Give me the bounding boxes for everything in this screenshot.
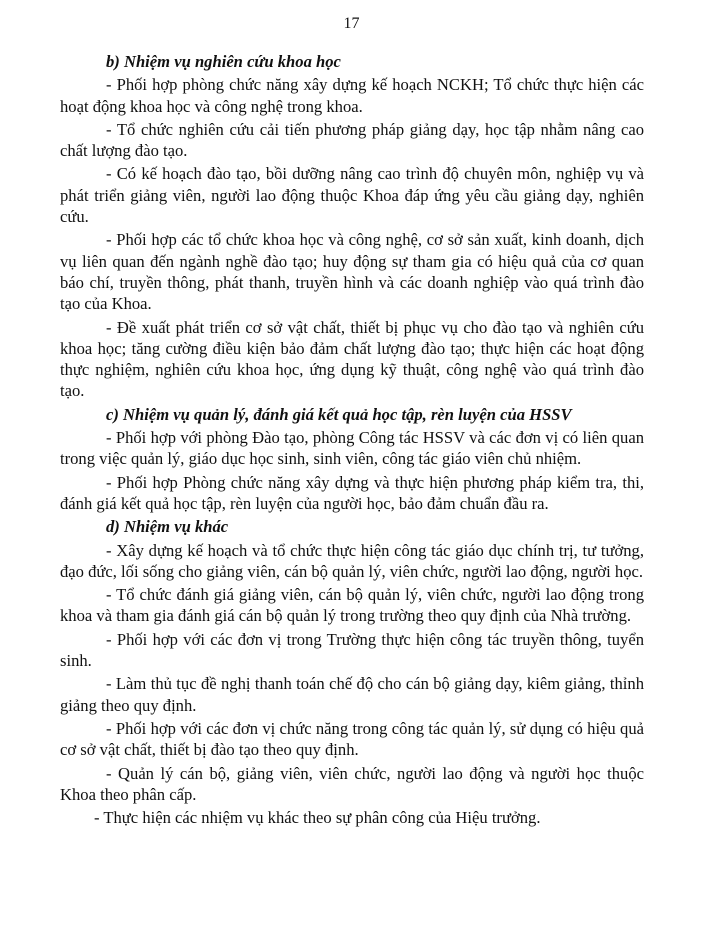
paragraph: - Thực hiện các nhiệm vụ khác theo sự phân công của Hiệu trưởng. bbox=[94, 808, 541, 828]
paragraph: - Phối hợp với các đơn vị trong Trường thực hiện công tác truyền thông, tuyển sinh. bbox=[60, 629, 644, 671]
paragraph: - Phối hợp với phòng Đào tạo, phòng Công tác HSSV và các đơn vị có liên quan trong việc quản lý, giáo dục học sinh, sinh viên, công tác giáo viên chủ nhiệm. bbox=[60, 428, 644, 469]
section-heading-other: d) Nhiệm vụ khác bbox=[106, 517, 229, 537]
section-heading-management: c) Nhiệm vụ quản lý, đánh giá kết quả học tập, rèn luyện của HSSV bbox=[106, 404, 572, 424]
paragraph: - Phối hợp các tổ chức khoa học và công nghệ, cơ sở sản xuất, kinh doanh, dịch vụ liên quan đến ngành nghề đào tạo; huy động sự tham gia có hiệu quả của cơ quan báo chí, truyền thông, phát thanh, truyền hình và các doanh nghiệp vào quá trình đào tạo của Khoa. bbox=[60, 230, 644, 314]
page-number: 17 bbox=[343, 15, 360, 32]
paragraph: - Phối hợp với các đơn vị chức năng trong công tác quản lý, sử dụng có hiệu quả cơ sở vật chất, thiết bị đào tạo theo quy định. bbox=[60, 718, 644, 760]
paragraph: - Đề xuất phát triển cơ sở vật chất, thiết bị phục vụ cho đào tạo và nghiên cứu khoa học; tăng cường điều kiện bảo đảm chất lượng đào tạo; thực hiện các hoạt động thực nghiệm, nghiên cứu khoa học, ứng dụng kỹ thuật, công nghệ vào quá trình đào tạo. bbox=[60, 317, 644, 401]
paragraph: - Tổ chức nghiên cứu cải tiến phương pháp giảng dạy, học tập nhằm nâng cao chất lượng đào tạo. bbox=[60, 119, 644, 161]
section-heading-research: b) Nhiệm vụ nghiên cứu khoa học bbox=[106, 52, 341, 71]
paragraph: - Quản lý cán bộ, giảng viên, viên chức, người lao động và người học thuộc Khoa theo phân cấp. bbox=[60, 763, 644, 804]
paragraph: - Phối hợp phòng chức năng xây dựng kế hoạch NCKH; Tổ chức thực hiện các hoạt động khoa học và công nghệ trong khoa. bbox=[60, 75, 644, 116]
paragraph: - Có kế hoạch đào tạo, bồi dưỡng nâng cao trình độ chuyên môn, nghiệp vụ và phát triển giảng viên, người lao động thuộc Khoa đáp ứng yêu cầu giảng dạy, nghiên cứu. bbox=[60, 164, 644, 227]
document-body bbox=[60, 51, 644, 830]
paragraph: - Tổ chức đánh giá giảng viên, cán bộ quản lý, viên chức, người lao động trong khoa và tham gia đánh giá cán bộ quản lý trong trường theo quy định của Nhà trường. bbox=[60, 585, 644, 626]
paragraph: - Làm thủ tục đề nghị thanh toán chế độ cho cán bộ giảng dạy, kiêm giảng, thỉnh giảng theo quy định. bbox=[60, 674, 644, 715]
paragraph: - Xây dựng kế hoạch và tổ chức thực hiện công tác giáo dục chính trị, tư tưởng, đạo đức, lối sống cho giảng viên, cán bộ quản lý, viên chức, người lao động, người học. bbox=[60, 540, 644, 581]
paragraph: - Phối hợp Phòng chức năng xây dựng và thực hiện phương pháp kiểm tra, thi, đánh giá kết quả học tập, rèn luyện của người học, bảo đảm chuẩn đầu ra. bbox=[60, 472, 644, 513]
